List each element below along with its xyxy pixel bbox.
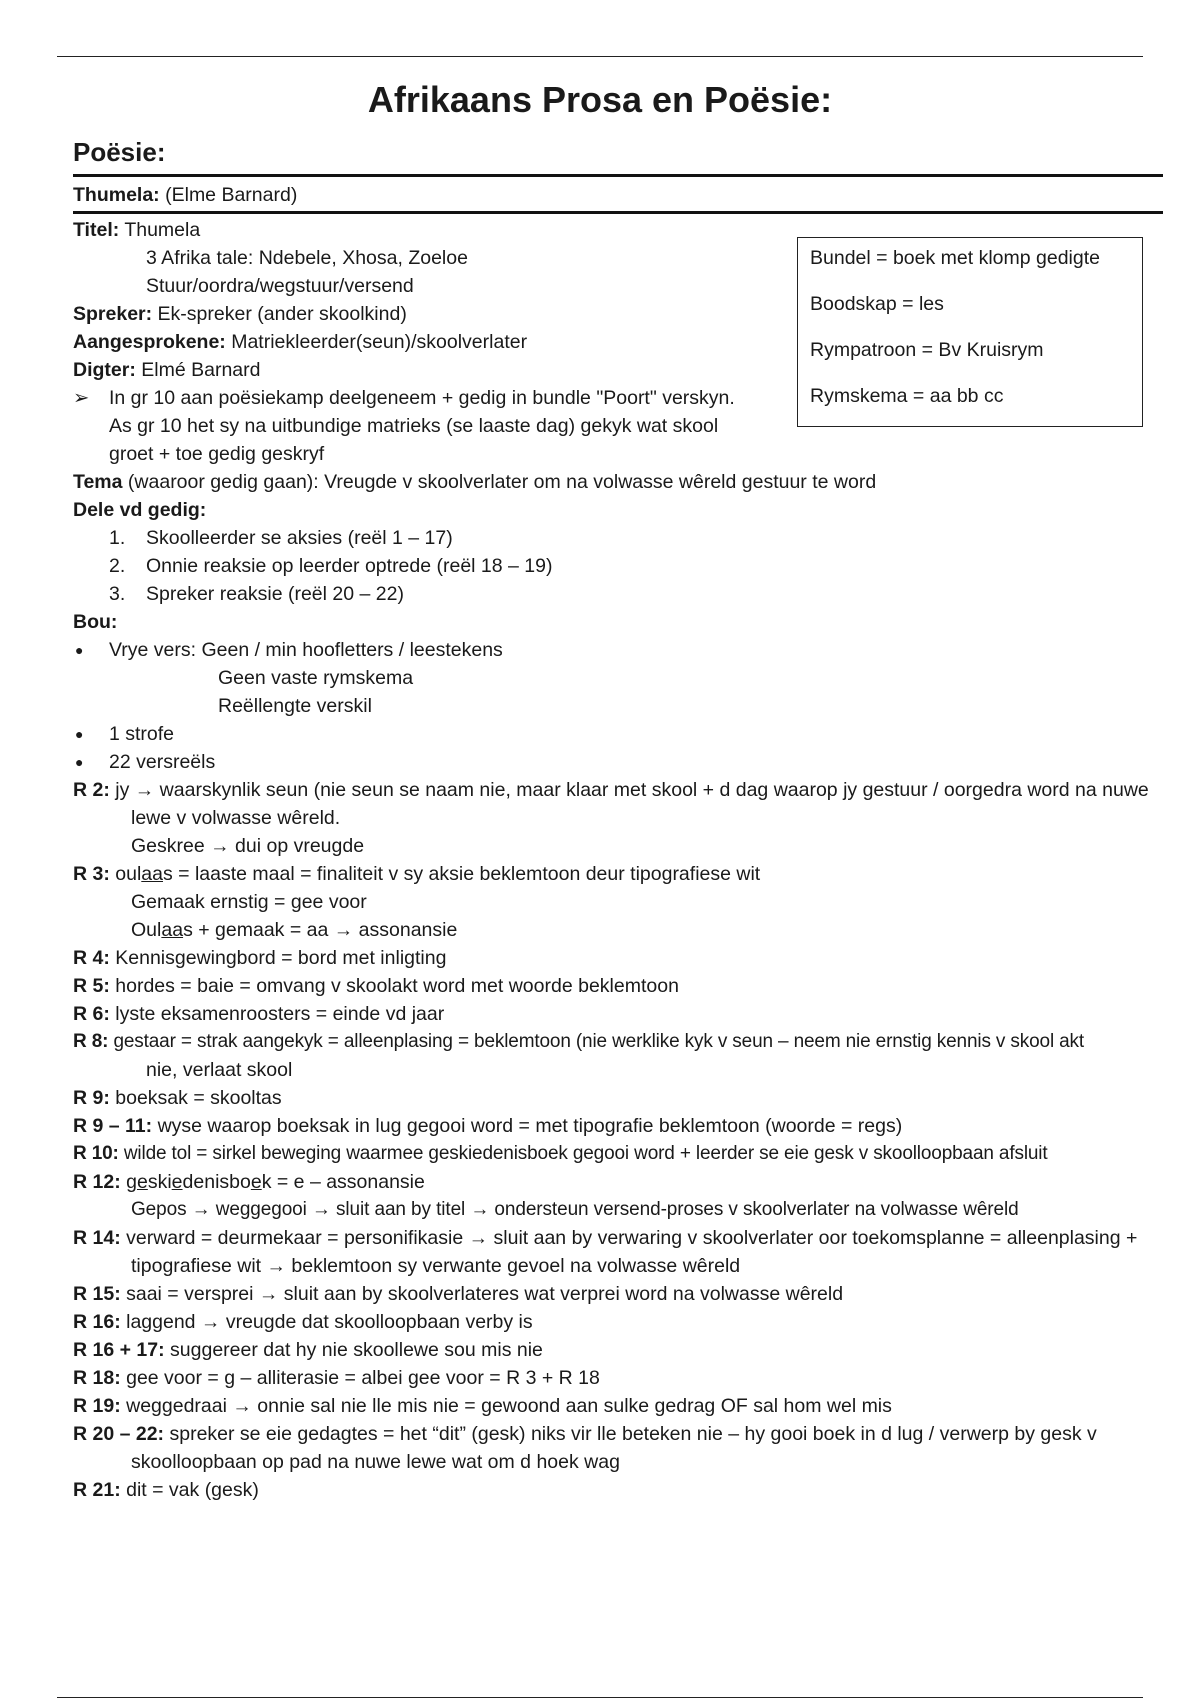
titel-value: Thumela xyxy=(124,219,201,241)
digter-note-line-1: In gr 10 aan poësiekamp deelgeneem + gedig in bundle "Poort" verskyn. xyxy=(109,387,735,409)
bou-item-sub: Geen vaste rymskema xyxy=(218,667,414,689)
note-label: R 6: xyxy=(73,1003,110,1025)
note-label: R 2: xyxy=(73,779,110,801)
note-label: R 10: xyxy=(73,1143,119,1164)
note-r16-17 xyxy=(73,1336,1163,1364)
section-heading: Poësie: xyxy=(73,137,166,167)
top-rule xyxy=(57,56,1143,57)
bou-item-text: Vrye vers: Geen / min hoofletters / leestekens xyxy=(109,639,503,661)
note-r10 xyxy=(73,1140,1163,1168)
note-r12 xyxy=(73,1168,1163,1196)
note-text: spreker se eie gedagtes = het “dit” (gesk) niks vir lle beteken nie – hy gooi boek in d lug / verwerp by gesk v skoolloopbaan op pad na nuwe lewe wat om d hoek wag xyxy=(131,1423,1097,1473)
bullet-icon: ● xyxy=(75,726,84,742)
note-text: verward = deurmekaar = personifikasie → sluit aan by verwaring v skoolverlater oor toekomsplanne = alleenplasing + tipografiese wit → beklemtoon sy verwante gevoel na volwasse wêreld xyxy=(126,1227,1138,1277)
note-text: Oul xyxy=(131,919,162,941)
note-label: R 9: xyxy=(73,1087,110,1109)
spreker-label: Spreker: xyxy=(73,303,153,325)
note-text: wyse waarop boeksak in lug gegooi word = met tipografie beklemtoon (woorde = regs) xyxy=(157,1115,903,1137)
digter-label: Digter: xyxy=(73,359,136,381)
titel-line-3: Stuur/oordra/wegstuur/versend xyxy=(146,275,414,297)
titel-label: Titel: xyxy=(73,219,120,241)
note-text: oul xyxy=(115,863,142,885)
aangesprokene-value: Matriekleerder(seun)/skoolverlater xyxy=(231,331,528,353)
note-text: boeksak = skooltas xyxy=(115,1087,282,1109)
note-r19 xyxy=(73,1392,1163,1420)
bou-item-strofe xyxy=(73,720,1163,748)
list-number: 1. xyxy=(109,527,126,549)
note-label: R 16 + 17: xyxy=(73,1339,165,1361)
arrow-bullet-icon: ➢ xyxy=(73,387,90,409)
note-r8-cont: nie, verlaat skool xyxy=(146,1059,293,1081)
note-text: g xyxy=(126,1171,137,1193)
note-underline: e xyxy=(250,1171,262,1193)
list-item-text: Spreker reaksie (reël 20 – 22) xyxy=(146,583,404,605)
note-label: R 16: xyxy=(73,1311,121,1333)
list-number: 2. xyxy=(109,555,126,577)
note-label: R 9 – 11: xyxy=(73,1115,153,1137)
poem-author: (Elme Barnard) xyxy=(165,184,298,206)
bou-item-text: 1 strofe xyxy=(109,723,175,745)
note-label: R 19: xyxy=(73,1395,121,1417)
bottom-rule xyxy=(57,1697,1143,1698)
note-r15 xyxy=(73,1280,1163,1308)
note-text: dit = vak (gesk) xyxy=(126,1479,259,1501)
digter-note-line-3: groet + toe gedig geskryf xyxy=(109,443,325,465)
note-text: wilde tol = sirkel beweging waarmee geskiedenisboek gegooi word + leerder se eie gesk v skoolloopbaan afsluit xyxy=(123,1143,1048,1164)
note-r9-11 xyxy=(73,1112,1163,1140)
note-r12-cont: Gepos → weggegooi → sluit aan by titel → ondersteun versend-proses v skoolverlater na volwasse wêreld xyxy=(131,1199,1019,1220)
note-text: gestaar = strak aangekyk = alleenplasing = beklemtoon (nie werklike kyk v seun – neem nie ernstig kennis v skool akt xyxy=(113,1031,1085,1052)
note-text: s = laaste maal = finaliteit v sy aksie beklemtoon deur tipografiese wit xyxy=(163,863,761,885)
aangesprokene-label: Aangesprokene: xyxy=(73,331,226,353)
reel-notes xyxy=(73,776,1163,1504)
bou-item-versreels xyxy=(73,748,1163,776)
note-underline: e xyxy=(171,1171,183,1193)
note-text: hordes = baie = omvang v skoolakt word met woorde beklemtoon xyxy=(115,975,679,997)
definition-boodskap: Boodskap = les xyxy=(810,293,944,315)
note-r3-cont: Gemaak ernstig = gee voor xyxy=(131,891,367,913)
heading-divider-bottom xyxy=(73,211,1163,214)
tema-line xyxy=(73,468,1163,496)
note-r14 xyxy=(73,1224,1163,1280)
note-r8 xyxy=(73,1028,1163,1056)
poem-heading xyxy=(73,177,1163,211)
note-label: R 12: xyxy=(73,1171,121,1193)
note-r5 xyxy=(73,972,1163,1000)
note-underline: aa xyxy=(161,919,184,941)
bullet-icon: ● xyxy=(75,642,84,658)
note-text: Kennisgewingbord = bord met inligting xyxy=(115,947,447,969)
tema-label: Tema xyxy=(73,471,123,493)
definition-rymskema: Rymskema = aa bb cc xyxy=(810,385,1004,407)
list-item xyxy=(73,524,1163,552)
definition-rympatroon: Rympatroon = Bv Kruisrym xyxy=(810,339,1044,361)
note-label: R 4: xyxy=(73,947,110,969)
note-r2-cont: Geskree → dui op vreugde xyxy=(131,835,365,857)
note-text: denisbo xyxy=(182,1171,251,1193)
bou-heading: Bou: xyxy=(73,611,118,633)
tema-value: (waaroor gedig gaan): Vreugde v skoolverlater om na volwasse wêreld gestuur te word xyxy=(127,471,877,493)
note-text: k = e – assonansie xyxy=(261,1171,425,1193)
note-label: R 21: xyxy=(73,1479,121,1501)
bullet-icon: ● xyxy=(75,754,84,770)
note-r18 xyxy=(73,1364,1163,1392)
note-text: saai = versprei → sluit aan by skoolverlateres wat verprei word na volwasse wêreld xyxy=(126,1283,844,1305)
digter-note-line-2: As gr 10 het sy na uitbundige matrieks (se laaste dag) gekyk wat skool xyxy=(109,415,719,437)
note-r20-22 xyxy=(73,1420,1163,1476)
definition-bundel: Bundel = boek met klomp gedigte xyxy=(810,247,1100,269)
digter-value: Elmé Barnard xyxy=(141,359,261,381)
note-r9 xyxy=(73,1084,1163,1112)
note-label: R 18: xyxy=(73,1367,121,1389)
titel-line-2: 3 Afrika tale: Ndebele, Xhosa, Zoeloe xyxy=(146,247,468,269)
dele-heading: Dele vd gedig: xyxy=(73,499,207,521)
note-text: ski xyxy=(147,1171,172,1193)
note-text: laggend → vreugde dat skoolloopbaan verby is xyxy=(126,1311,533,1333)
note-text: jy → waarskynlik seun (nie seun se naam nie, maar klaar met skool + d dag waarop jy gestuur / oorgedra word na nuwe lewe v volwasse wêreld. xyxy=(115,779,1149,829)
bou-item-sub: Reëllengte verskil xyxy=(218,695,372,717)
page-title: Afrikaans Prosa en Poësie: xyxy=(367,79,833,120)
note-r21 xyxy=(73,1476,1163,1504)
note-r4 xyxy=(73,944,1163,972)
note-text: weggedraai → onnie sal nie lle mis nie = gewoond aan sulke gedrag OF sal hom wel mis xyxy=(126,1395,892,1417)
note-label: R 3: xyxy=(73,863,110,885)
note-label: R 5: xyxy=(73,975,110,997)
spreker-value: Ek-spreker (ander skoolkind) xyxy=(157,303,407,325)
note-label: R 15: xyxy=(73,1283,121,1305)
note-label: R 14: xyxy=(73,1227,121,1249)
note-label: R 8: xyxy=(73,1031,109,1052)
list-item-text: Onnie reaksie op leerder optrede (reël 18 – 19) xyxy=(146,555,553,577)
note-r6 xyxy=(73,1000,1163,1028)
list-item xyxy=(73,580,1163,608)
bou-item-vrye-vers xyxy=(73,636,1163,720)
note-text: suggereer dat hy nie skoollewe sou mis nie xyxy=(170,1339,543,1361)
poem-label: Thumela: xyxy=(73,184,160,206)
note-label: R 20 – 22: xyxy=(73,1423,165,1445)
list-item-text: Skoolleerder se aksies (reël 1 – 17) xyxy=(146,527,453,549)
bou-item-text: 22 versreëls xyxy=(109,751,216,773)
note-text: gee voor = g – alliterasie = albei gee voor = R 3 + R 18 xyxy=(126,1367,600,1389)
list-number: 3. xyxy=(109,583,126,605)
note-r3 xyxy=(73,860,1163,888)
list-item xyxy=(73,552,1163,580)
note-r3-cont2 xyxy=(73,916,1163,944)
note-r16 xyxy=(73,1308,1163,1336)
definitions-box xyxy=(797,237,1143,427)
note-underline: e xyxy=(136,1171,148,1193)
note-r2 xyxy=(73,776,1163,832)
note-underline: aa xyxy=(141,863,163,885)
note-text: lyste eksamenroosters = einde vd jaar xyxy=(115,1003,445,1025)
note-text: s + gemaak = aa → assonansie xyxy=(183,919,458,941)
